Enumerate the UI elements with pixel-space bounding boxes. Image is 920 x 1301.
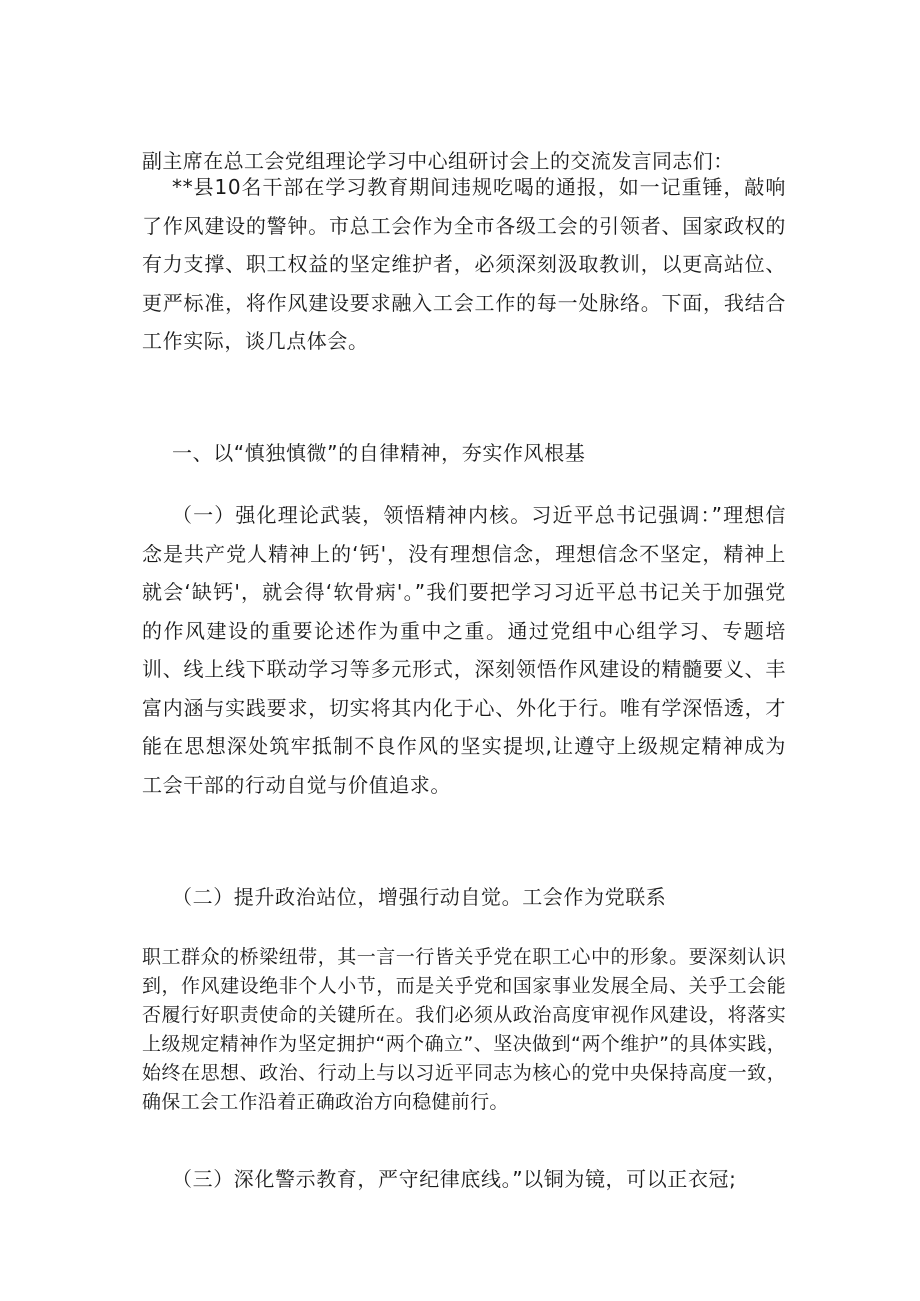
- paragraph-intro: **县10名干部在学习教育期间违规吃喝的通报，如一记重锤，敲响了作风建设的警钟。市总工会作为全市各级工会的引领者、国家政权的有力支撑、职工权益的坚定维护者，必须深刻汲取教训，以更高站位、更严标准，将作风建设要求融入工会工作的每一处脉络。下面，我结合工作实际，谈几点体会。: [142, 175, 786, 353]
- paragraph-subsection-3: （三）深化警示教育，严守纪律底线。”以铜为镜，可以正衣冠;: [172, 1167, 737, 1191]
- paragraph-subsection-1: （一）强化理论武装，领悟精神内核。习近平总书记强调：”理想信念是共产党人精神上的‘钙'，没有理想信念，理想信念不坚定，精神上就会‘缺钙'，就会得‘软骨病'。”我们要把学习习近平总书记关于加强党的作风建设的重要论述作为重中之重。通过党组中心组学习、专题培训、线上线下联动学习等多元形式，深刻领悟作风建设的精髓要义、丰富内涵与实践要求，切实将其内化于心、外化于行。唯有学深悟透，才能在思想深处筑牢抵制不良作风的坚实提坝,让遵守上级规定精神成为工会干部的行动自觉与价值追求。: [142, 503, 786, 797]
- document-title: 副主席在总工会党组理论学习中心组研讨会上的交流发言同志们：: [142, 149, 734, 173]
- paragraph-subsection-2-lead: （二）提升政治站位，增强行动自觉。工会作为党联系: [172, 885, 667, 909]
- section-heading-1: 一、以“慎独慎微”的自律精神，夯实作风根基: [172, 441, 586, 465]
- paragraph-subsection-2-body: 职工群众的桥梁纽带，其一言一行皆关乎党在职工心中的形象。要深刻认识到，作风建设绝非个人小节，而是关乎党和国家事业发展全局、关乎工会能否履行好职责使命的关键所在。我们必须从政治高度审视作风建设，将落实上级规定精神作为坚定拥护“两个确立”、坚决做到“两个维护”的具体实践，始终在思想、政治、行动上与以习近平同志为核心的党中央保持高度一致，确保工会工作沿着正确政治方向稳健前行。: [142, 946, 786, 1113]
